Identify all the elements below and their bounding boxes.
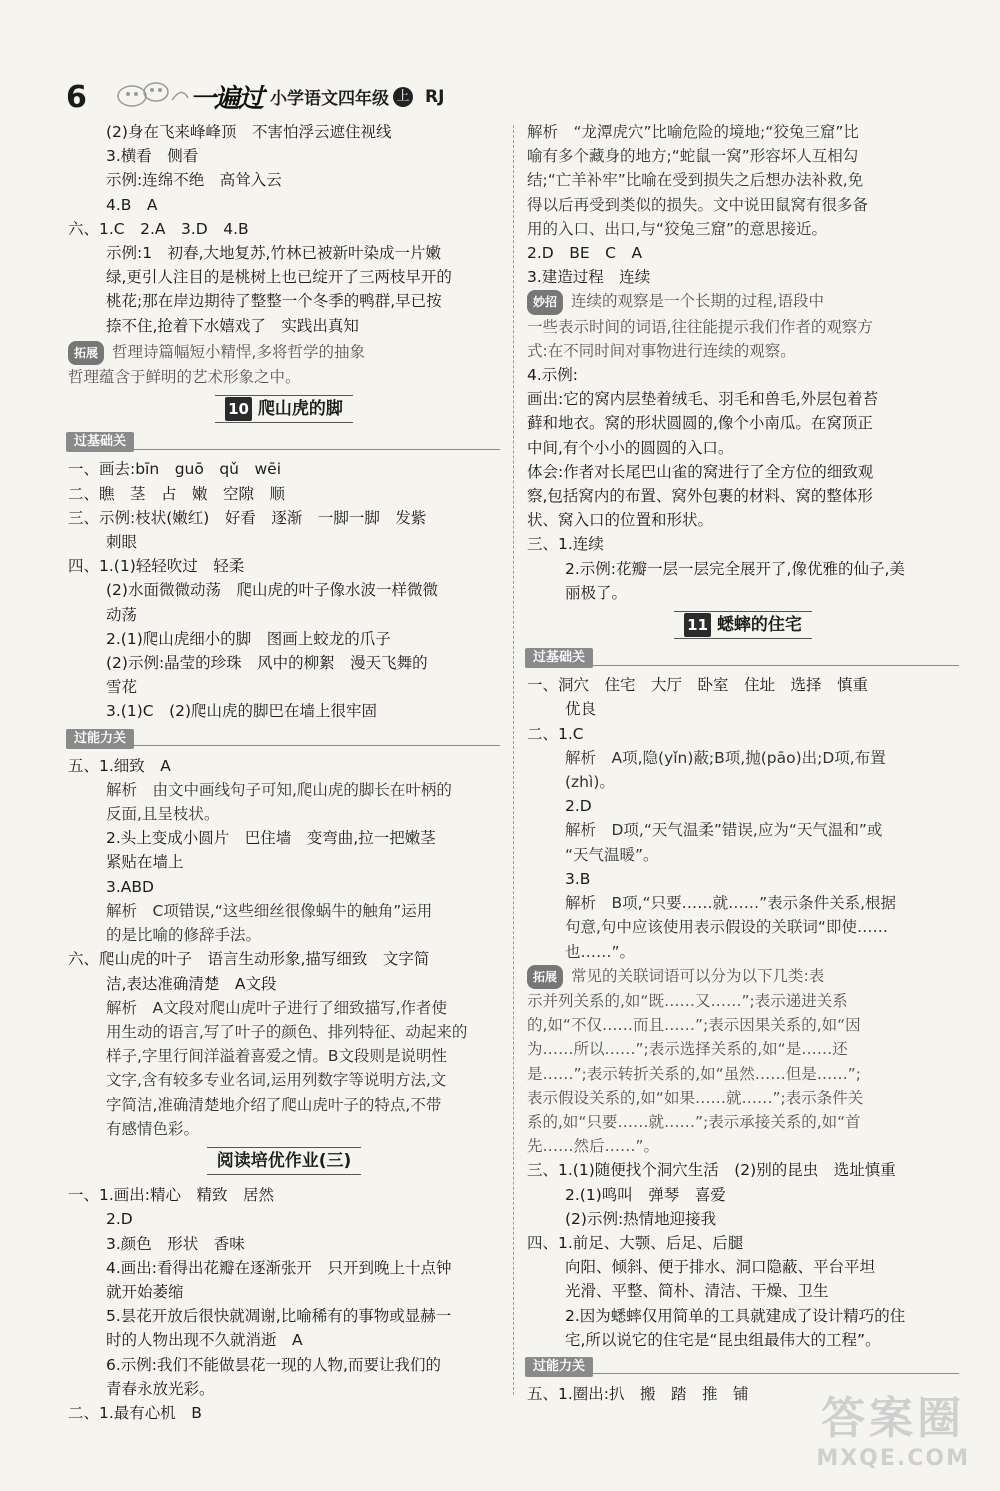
level-bar-basic: 过基础关 — [66, 431, 500, 453]
answer-line: 有感情色彩。 — [106, 1119, 200, 1138]
section-number: 10 — [225, 397, 252, 421]
right-column — [527, 120, 959, 1406]
answer-line: 2.(1)鸣叫 弹琴 喜爱 — [565, 1185, 726, 1204]
section-name: 爬山虎的脚 — [257, 399, 343, 420]
tip-label: 拓展 — [527, 965, 563, 989]
answer-line: 时的人物出现不久就消逝 A — [106, 1331, 303, 1350]
answer-line: 六、爬山虎的叶子 语言生动形象,描写细致 文字简 — [68, 950, 430, 969]
volume-badge: 上 — [393, 87, 413, 107]
answer-line: 宅,所以说它的住宅是“昆虫组最伟大的工程”。 — [565, 1330, 881, 1349]
answer-line: 中间,有个小小的圆圆的入口。 — [527, 438, 734, 457]
answer-line: (2)水面微微动荡 爬山虎的叶子像水波一样微微 — [106, 581, 438, 600]
answer-line: 解析 “龙潭虎穴”比喻危险的境地;“狡兔三窟”比 — [527, 123, 859, 141]
answer-line: “天气温暖”。 — [565, 845, 659, 864]
tip-box-trick: 妙招 连续的观察是一个长期的过程,语段中 一些表示时间的词语,往往能提示我们作者的观察方 式:在不同时间对事物进行连续的观察。 — [527, 292, 873, 360]
answer-line: 3.颜色 形状 香味 — [106, 1234, 245, 1253]
left-column — [68, 120, 500, 1425]
section-name: 蟋蟀的住宅 — [716, 615, 802, 636]
answer-line: 2.(1)爬山虎细小的脚 图画上蛟龙的爪子 — [106, 629, 391, 648]
answer-line: 一、画去:bīn guō qǔ wēi — [68, 460, 282, 479]
section-title-10 — [68, 395, 500, 423]
answer-line: 反面,且呈枝状。 — [106, 805, 220, 824]
tip-box-extend: 拓展 常见的关联词语可以分为以下几类:表 示并列关系的,如“既……又……”;表示递进关系 的,如“不仅……而且……”;表示因果关系的,如“因 为……所以……”;表示选择关系的,如“是……还 是……”;表示转折关系的,如“虽然……但是……”; 表示假设关系的,如“如果……就……”;表示条件关 系的,如“只要……就……”;表示承接关系的,如“首 先……然后……”。 — [527, 966, 864, 1156]
watermark-logo: 答案圈 MXQE.COM — [816, 1393, 970, 1471]
answer-line: 示例:连绵不绝 高耸入云 — [106, 171, 282, 190]
answer-line: 向阳、倾斜、便于排水、洞口隐蔽、平台平坦 — [565, 1258, 876, 1277]
page-header — [110, 78, 444, 115]
answer-line: (2)身在飞来峰峰顶 不害怕浮云遮住视线 — [106, 123, 392, 141]
answer-line: 体会:作者对长尾巴山雀的窝进行了全方位的细致观 — [527, 462, 874, 481]
section-number: 11 — [684, 613, 711, 637]
answer-line: 4.画出:看得出花瓣在逐渐张开 只开到晚上十点钟 — [106, 1258, 452, 1277]
answer-line: 3.ABD — [106, 877, 154, 896]
answer-line: 五、1.圈出:扒 搬 踏 推 铺 — [527, 1384, 749, 1403]
answer-line: 三、1.连续 — [527, 535, 604, 554]
answer-line: 六、1.C 2.A 3.D 4.B — [68, 219, 249, 238]
answer-line: 二、瞧 茎 占 嫩 空隙 顺 — [68, 484, 286, 503]
answer-line: 光滑、平整、简朴、清洁、干燥、卫生 — [565, 1282, 829, 1301]
answer-line: (2)示例:热情地迎接我 — [565, 1209, 717, 1228]
answer-line: 用的入口、出口,与“狡兔三窟”的意思接近。 — [527, 219, 827, 238]
brand-logo: 一遍过 — [190, 84, 263, 114]
answer-line: 4.B A — [106, 195, 158, 214]
answer-line: 文字,含有较多专业名词,运用列数字等说明方法,文 — [106, 1071, 447, 1090]
answer-line: 雪花 — [106, 678, 138, 697]
answer-line: 字简洁,准确清楚地介绍了爬山虎叶子的特点,不带 — [106, 1095, 442, 1114]
answer-line: 优良 — [565, 700, 597, 719]
answer-line: (2)示例:晶莹的珍珠 风中的柳絮 漫天飞舞的 — [106, 654, 428, 673]
tip-label: 妙招 — [527, 290, 563, 314]
answer-line: 动荡 — [106, 605, 138, 624]
level-bar-ability: 过能力关 — [525, 1356, 959, 1378]
level-bar-ability: 过能力关 — [66, 728, 500, 750]
answer-line: 的是比喻的修辞手法。 — [106, 926, 262, 945]
answer-line: 4.示例: — [527, 366, 579, 385]
answer-line: 藓和地衣。窝的形状圆圆的,像个小南瓜。在窝顶正 — [527, 414, 873, 433]
answer-line: 样子,字里行间洋溢着喜爱之情。B文段则是说明性 — [106, 1047, 448, 1066]
section-title-11 — [527, 611, 959, 639]
answer-line: 2.因为蟋蟀仅用简单的工具就建成了设计精巧的住 — [565, 1306, 906, 1325]
answer-line: 2.头上变成小圆片 巴住墙 变弯曲,拉一把嫩茎 — [106, 829, 436, 848]
answer-line: 二、1.最有心机 B — [68, 1403, 202, 1422]
answer-line: 画出:它的窝内层垫着绒毛、羽毛和兽毛,外层包着苔 — [527, 390, 879, 409]
page-number: 6 — [66, 80, 87, 115]
answer-line: 紧贴在墙上 — [106, 853, 184, 872]
answer-line: 一、洞穴 住宅 大厅 卧室 住址 选择 慎重 — [527, 676, 869, 695]
answer-line: 6.示例:我们不能做昙花一现的人物,而要让我们的 — [106, 1355, 441, 1374]
edition-label: RJ — [425, 86, 445, 107]
answer-line: 5.昙花开放后很快就凋谢,比喻稀有的事物或显赫一 — [106, 1307, 452, 1326]
subject-title: 小学语文四年级 — [270, 89, 390, 109]
column-divider — [513, 125, 514, 1395]
answer-line: 四、1.前足、大颚、后足、后腿 — [527, 1233, 744, 1252]
answer-line: 丽极了。 — [565, 583, 628, 602]
answer-line: 解析 A文段对爬山虎叶子进行了细致描写,作者使 — [106, 998, 448, 1017]
answer-line: 二、1.C — [527, 724, 584, 743]
answer-line: 用生动的语言,写了叶子的颜色、排列特征、动起来的 — [106, 1022, 468, 1041]
answer-line: 3.(1)C (2)爬山虎的脚巴在墙上很牢固 — [106, 702, 378, 721]
answer-line: (zhì)。 — [565, 773, 615, 792]
answer-line: 四、1.(1)轻轻吹过 轻柔 — [68, 557, 245, 576]
answer-line: 就开始萎缩 — [106, 1282, 184, 1301]
tip-box-extend: 拓展 哲理诗篇幅短小精悍,多将哲学的抽象 哲理蕴含于鲜明的艺术形象之中。 — [68, 342, 365, 387]
answer-line: 结;“亡羊补牢”比喻在受到损失之后想办法补救,免 — [527, 171, 864, 190]
answer-line: 2.示例:花瓣一层一层完全展开了,像优雅的仙子,美 — [565, 559, 905, 578]
answer-line: 察,包括窝内的布置、窝外包裹的材料、窝的整体形 — [527, 487, 873, 506]
answer-line: 解析 由文中画线句子可知,爬山虎的脚长在叶柄的 — [106, 780, 452, 799]
answer-line: 三、1.(1)随便找个洞穴生活 (2)别的昆虫 选址慎重 — [527, 1161, 896, 1180]
answer-line: 句意,句中应该使用表示假设的关联词“即使…… — [565, 918, 888, 937]
answer-line: 3.B — [565, 869, 591, 888]
answer-line: 解析 D项,“天气温柔”错误,应为“天气温和”或 — [565, 821, 883, 840]
answer-line: 桃花;那在岸边期待了整整一个冬季的鸭群,早已按 — [106, 292, 442, 311]
answer-line: 状、窝入口的位置和形状。 — [527, 511, 714, 530]
answer-line: 也……”。 — [565, 942, 636, 961]
answer-line: 3.横看 侧看 — [106, 147, 199, 166]
answer-line: 一、1.画出:精心 精致 居然 — [68, 1186, 275, 1205]
answer-line: 绿,更引人注目的是桃树上也已绽开了三两枝早开的 — [106, 268, 452, 287]
reading-homework-title: 阅读培优作业(三) — [68, 1147, 500, 1175]
answer-line: 解析 C项错误,“这些细丝很像蜗牛的触角”运用 — [106, 901, 433, 920]
answer-line: 解析 B项,“只要……就……”表示条件关系,根据 — [565, 894, 897, 913]
answer-line: 五、1.细致 A — [68, 756, 171, 775]
answer-line: 示例:1 初春,大地复苏,竹林已被新叶染成一片嫩 — [106, 244, 441, 263]
answer-line: 三、示例:枝状(嫩红) 好看 逐渐 一脚一脚 发紫 — [68, 508, 427, 527]
answer-line: 解析 A项,隐(yǐn)蔽;B项,抛(pāo)出;D项,布置 — [565, 748, 886, 767]
answer-line: 2.D — [106, 1210, 133, 1229]
answer-line: 得以后再受到类似的损失。文中说田鼠窝有很多备 — [527, 195, 869, 214]
answer-line: 2.D BE C A — [527, 244, 643, 263]
answer-line: 2.D — [565, 797, 592, 816]
answer-line: 喻有多个藏身的地方;“蛇鼠一窝”形容坏人互相勾 — [527, 147, 859, 166]
answer-line: 青春永放光彩。 — [106, 1379, 215, 1398]
level-bar-basic: 过基础关 — [525, 647, 959, 669]
tip-label: 拓展 — [68, 341, 104, 365]
answer-line: 3.建造过程 连续 — [527, 268, 651, 287]
answer-line: 刺眼 — [106, 533, 138, 552]
answer-line: 洁,表达准确清楚 A文段 — [106, 974, 277, 993]
answer-line: 捺不住,抢着下水嬉戏了 实践出真知 — [106, 316, 359, 335]
